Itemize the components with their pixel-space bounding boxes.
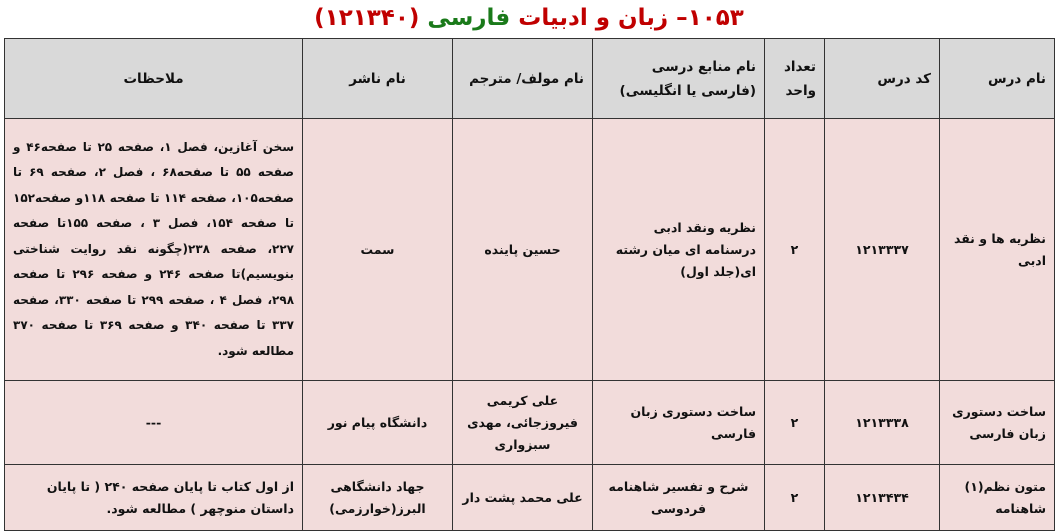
header-units: تعداد واحد xyxy=(765,39,825,119)
cell-course-name: نظریه ها و نقد ادبی xyxy=(940,119,1055,381)
table-row xyxy=(5,465,1055,531)
cell-course-name: متون نظم(۱) شاهنامه xyxy=(940,465,1055,531)
course-table xyxy=(4,38,1055,531)
title-code: (۱۲۱۳۴۰) xyxy=(314,5,420,31)
cell-source: نظریه ونقد ادبی درسنامه ای میان رشته ای(جلد اول) xyxy=(593,119,765,381)
cell-publisher: سمت xyxy=(303,119,453,381)
header-source: نام منابع درسی (فارسی یا انگلیسی) xyxy=(593,39,765,119)
cell-source: ساخت دستوری زبان فارسی xyxy=(593,381,765,465)
cell-course-code: ۱۲۱۳۳۳۷ xyxy=(825,119,940,381)
cell-course-code: ۱۲۱۳۴۳۴ xyxy=(825,465,940,531)
table-header-row xyxy=(5,39,1055,119)
table-row xyxy=(5,381,1055,465)
cell-units: ۲ xyxy=(765,381,825,465)
title-highlight: فارسی xyxy=(427,5,511,31)
header-notes: ملاحظات xyxy=(5,39,303,119)
cell-course-name: ساخت دستوری زبان فارسی xyxy=(940,381,1055,465)
header-course-name: نام درس xyxy=(940,39,1055,119)
cell-notes: سخن آغازین، فصل ۱، صفحه ۲۵ تا صفحه۴۶ و صفحه ۵۵ تا صفحه۶۸ ، فصل ۲، صفحه ۶۹ تا صفحه۱۰۵، صفحه ۱۱۴ تا صفحه ۱۱۸و صفحه۱۵۲ تا صفحه ۱۵۴، فصل ۳ ، صفحه ۱۵۵تا صفحه ۲۲۷، صفحه ۲۳۸(چگونه نقد روایت شناختی بنویسیم)تا صفحه ۲۴۶ و صفحه ۲۹۶ تا صفحه ۲۹۸، فصل ۴ ، صفحه ۲۹۹ تا صفحه ۳۳۰، صفحه ۳۳۷ تا صفحه ۳۴۰ و صفحه ۳۶۹ تا صفحه ۳۷۰ مطالعه شود. xyxy=(5,119,303,381)
cell-notes: --- xyxy=(5,381,303,465)
cell-course-code: ۱۲۱۳۳۳۸ xyxy=(825,381,940,465)
cell-units: ۲ xyxy=(765,465,825,531)
table-row xyxy=(5,119,1055,381)
cell-units: ۲ xyxy=(765,119,825,381)
page-title xyxy=(0,0,1058,38)
cell-publisher: دانشگاه پیام نور xyxy=(303,381,453,465)
cell-author: حسین پاینده xyxy=(453,119,593,381)
header-course-code: کد درس xyxy=(825,39,940,119)
header-author: نام مولف/ مترجم xyxy=(453,39,593,119)
cell-author: علی محمد پشت دار xyxy=(453,465,593,531)
cell-publisher: جهاد دانشگاهی البرز(خوارزمی) xyxy=(303,465,453,531)
cell-author: علی کریمی فیروزجائی، مهدی سبزواری xyxy=(453,381,593,465)
cell-notes: از اول کتاب تا پایان صفحه ۲۴۰ ( تا پایان داستان منوچهر ) مطالعه شود. xyxy=(5,465,303,531)
header-publisher: نام ناشر xyxy=(303,39,453,119)
title-main: ۱۰۵۳– زبان و ادبیات فارسی xyxy=(427,5,744,31)
cell-source: شرح و تفسیر شاهنامه فردوسی xyxy=(593,465,765,531)
